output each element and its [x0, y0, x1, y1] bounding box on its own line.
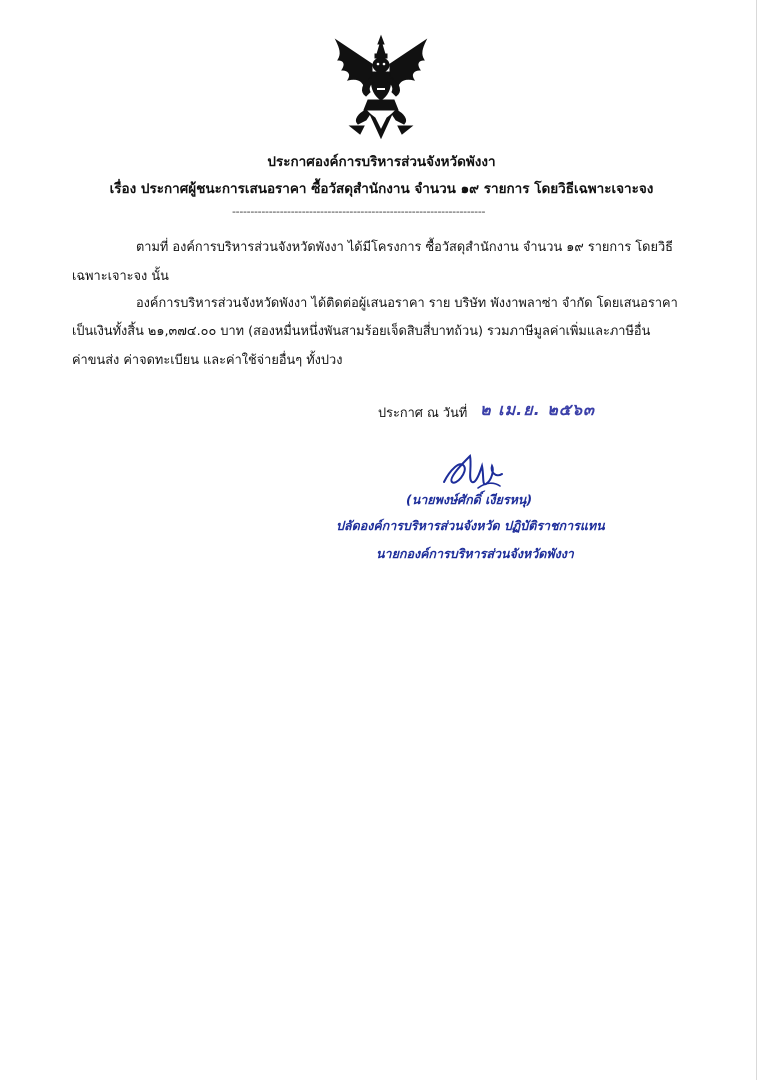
document-title: ประกาศองค์การบริหารส่วนจังหวัดพังงา [267, 154, 496, 170]
paragraph-2-line-3: ค่าขนส่ง ค่าจดทะเบียน และค่าใช้จ่ายอื่นๆ ทั้งปวง [72, 353, 343, 368]
signer-title: นายกองค์การบริหารส่วนจังหวัดพังงา [376, 546, 574, 561]
stamped-date: ๒ เม.ย. ๒๕๖๓ [480, 400, 595, 419]
signer-name: (นายพงษ์ศักดิ์ เงียรหนุ) [406, 492, 533, 507]
paragraph-1-line-2: เฉพาะเจาะจง นั้น [72, 269, 169, 284]
document-subject: เรื่อง ประกาศผู้ชนะการเสนอราคา ซื้อวัสดุสำนักงาน จำนวน ๑๙ รายการ โดยวิธีเฉพาะเจาะจง [109, 181, 654, 197]
paragraph-2-line-2: เป็นเงินทั้งสิ้น ๒๑,๓๗๔.๐๐ บาท (สองหมื่นหนึ่งพันสามร้อยเจ็ดสิบสี่บาทถ้วน) รวมภาษีมูลค่าเพิ่มและภาษีอื่น [72, 324, 651, 339]
signer-position: ปลัดองค์การบริหารส่วนจังหวัด ปฏิบัติราชการแทน [336, 518, 605, 533]
paragraph-1-line-1: ตามที่ องค์การบริหารส่วนจังหวัดพังงา ได้มีโครงการ ซื้อวัสดุสำนักงาน จำนวน ๑๙ รายการ โดยวิธี [136, 240, 673, 255]
announce-date-label: ประกาศ ณ วันที่ [378, 406, 468, 421]
title-divider: --------------------------------------------------------------------- [232, 205, 486, 218]
paragraph-2-line-1: องค์การบริหารส่วนจังหวัดพังงา ได้ติดต่อผู้เสนอราคา ราย บริษัท พังงาพลาซ่า จำกัด โดยเสนอราคา [136, 296, 678, 311]
garuda-emblem-icon [330, 34, 432, 142]
